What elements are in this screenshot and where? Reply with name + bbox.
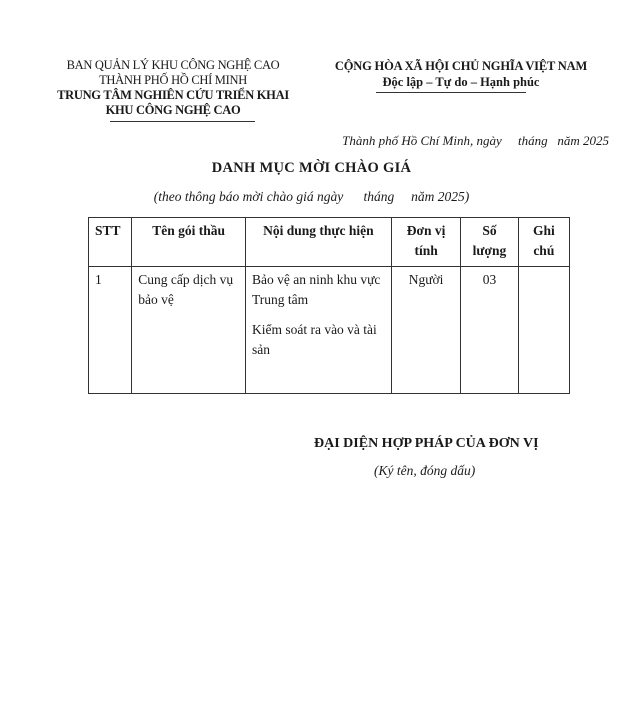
national-title: CỘNG HÒA XÃ HỘI CHỦ NGHĨA VIỆT NAM xyxy=(334,59,588,73)
header-unit: Đơn vị tính xyxy=(391,218,460,267)
issuing-agency-block xyxy=(48,58,298,118)
agency-underline xyxy=(110,121,255,122)
cell-quantity: 03 xyxy=(461,267,518,394)
agency-line-2: THÀNH PHỐ HỒ CHÍ MINH xyxy=(99,73,247,87)
signature-note: (Ký tên, đóng dấu) xyxy=(374,463,476,478)
cell-unit: Người xyxy=(391,267,460,394)
table-row xyxy=(89,267,570,394)
legal-representative-heading: ĐẠI DIỆN HỢP PHÁP CỦA ĐƠN VỊ xyxy=(314,436,539,451)
content-item-1: Bảo vệ an ninh khu vực Trung tâm xyxy=(251,272,381,307)
header-package: Tên gói thầu xyxy=(132,218,246,267)
header-content: Nội dung thực hiện xyxy=(245,218,391,267)
cell-content xyxy=(245,267,391,394)
cell-package: Cung cấp dịch vụ bảo vệ xyxy=(132,267,246,394)
document-title: DANH MỤC MỜI CHÀO GIÁ xyxy=(211,160,412,176)
cell-stt: 1 xyxy=(89,267,132,394)
cell-note xyxy=(518,267,569,394)
document-subtitle: (theo thông báo mời chào giá ngày tháng năm 2025) xyxy=(153,189,470,204)
national-motto-block xyxy=(330,58,592,90)
date-line: Thành phố Hồ Chí Minh, ngày tháng năm 2025 xyxy=(342,133,609,148)
agency-line-1: BAN QUẢN LÝ KHU CÔNG NGHỆ CAO xyxy=(66,58,280,72)
header-stt: STT xyxy=(89,218,132,267)
header-note: Ghi chú xyxy=(518,218,569,267)
agency-line-3: TRUNG TÂM NGHIÊN CỨU TRIỂN KHAI xyxy=(57,88,289,102)
bid-list-table xyxy=(88,217,570,394)
agency-line-4: KHU CÔNG NGHỆ CAO xyxy=(105,103,241,117)
national-motto: Độc lập – Tự do – Hạnh phúc xyxy=(382,75,540,89)
motto-underline xyxy=(376,92,526,93)
header-quantity: Số lượng xyxy=(461,218,518,267)
table-header-row xyxy=(89,218,570,267)
content-item-2: Kiểm soát ra vào và tài sản xyxy=(251,322,377,357)
